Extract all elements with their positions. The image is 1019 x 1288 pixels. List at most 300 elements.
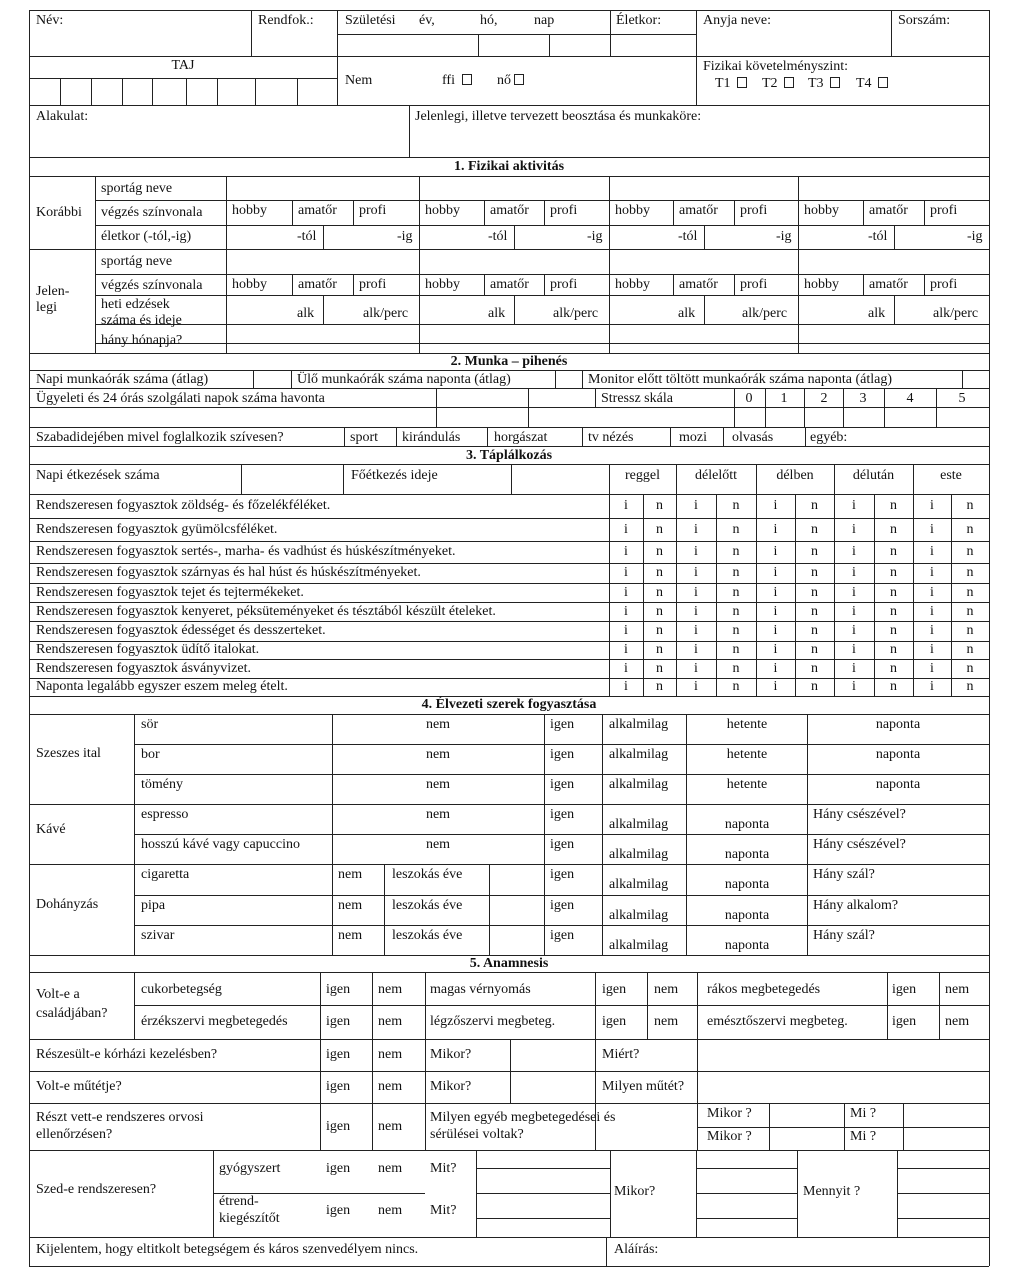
nutrition-no-option[interactable]: n: [732, 623, 740, 638]
nutrition-no-option[interactable]: n: [811, 498, 818, 513]
nutrition-no-option[interactable]: n: [656, 623, 663, 638]
option-no-3: nem: [425, 777, 451, 792]
grid-line: [643, 678, 644, 696]
to-label-3: -ig: [776, 229, 792, 244]
nutrition-yes-option[interactable]: i: [624, 544, 628, 559]
nutrition-yes-option[interactable]: i: [773, 623, 778, 638]
nutrition-yes-option[interactable]: i: [930, 660, 934, 676]
grid-line: [213, 1150, 214, 1237]
option-yes: igen: [550, 717, 575, 732]
grid-line: [582, 427, 583, 446]
weekly-sessions-label: heti edzések: [101, 297, 170, 312]
nutrition-yes-option[interactable]: i: [773, 679, 778, 694]
nutrition-yes-option[interactable]: i: [773, 544, 778, 559]
option-yes-16: igen: [326, 1079, 351, 1094]
option-yes-5: igen: [550, 837, 575, 852]
grid-line: [343, 464, 344, 494]
nutrition-no-option[interactable]: n: [656, 521, 663, 537]
nutrition-no-option[interactable]: n: [656, 660, 663, 676]
sitting-hours-field[interactable]: [557, 372, 580, 386]
grid-line: [29, 1071, 989, 1072]
times-per-min-label-1: alk/perc: [363, 306, 409, 321]
main-meal-label: Főétkezés ideje: [351, 468, 438, 483]
grid-line: [696, 10, 697, 105]
grid-line: [514, 225, 515, 249]
nutrition-yes-option[interactable]: i: [694, 603, 698, 619]
quantity-question-label: Hány csészével?: [813, 807, 906, 822]
gender-male-label: ffi: [442, 73, 455, 88]
hobby-option-3[interactable]: horgászat: [494, 430, 548, 445]
option-yes-2: igen: [550, 747, 575, 762]
rank-label: Rendfok.:: [258, 13, 314, 28]
grid-line: [716, 494, 717, 518]
nutrition-no-option[interactable]: n: [966, 498, 974, 513]
drug-label: gyógyszert: [219, 1161, 281, 1176]
nutrition-no-option[interactable]: n: [890, 679, 897, 694]
monitor-hours-field[interactable]: [964, 372, 987, 386]
birth-year-field[interactable]: [339, 36, 475, 54]
nutrition-yes-option[interactable]: i: [930, 521, 934, 537]
daily-hours-field[interactable]: [255, 372, 289, 386]
quantity-field-2[interactable]: [813, 854, 985, 862]
grid-line: [29, 1266, 989, 1267]
grid-line: [807, 714, 808, 955]
medication-amount-label: Mennyit ?: [803, 1184, 861, 1199]
grid-line: [643, 659, 644, 678]
nutrition-yes-option[interactable]: i: [624, 679, 628, 694]
other-what-field[interactable]: [905, 1105, 985, 1125]
nutrition-yes-option[interactable]: i: [773, 584, 778, 600]
grid-line: [734, 274, 735, 295]
option-daily-3: naponta: [875, 777, 921, 792]
nutrition-no-option[interactable]: n: [656, 679, 663, 694]
duty-days-label: Ügyeleti és 24 órás szolgálati napok száma havonta: [36, 391, 325, 406]
current-label: Jelen-: [36, 284, 70, 299]
stress-scale-2[interactable]: 2: [820, 391, 828, 406]
nutrition-yes-option[interactable]: i: [624, 521, 628, 537]
grid-line: [643, 541, 644, 563]
grid-line: [697, 972, 698, 1039]
other-when-field[interactable]: [771, 1105, 842, 1125]
grid-line: [874, 659, 875, 678]
grid-line: [291, 370, 292, 388]
nutrition-no-option[interactable]: n: [811, 642, 818, 657]
grid-line: [797, 1150, 798, 1237]
nutrition-row-label-8: Rendszeresen fogyasztok üdítő italokat.: [36, 642, 260, 657]
fitness-level-2-checkbox[interactable]: [784, 77, 794, 88]
nutrition-no-option[interactable]: n: [811, 679, 818, 694]
grid-line: [95, 225, 989, 226]
months-field-4[interactable]: [800, 326, 987, 342]
nutrition-no-option[interactable]: n: [811, 623, 818, 638]
sport-name-prev-field-3[interactable]: [611, 178, 796, 198]
medication-what-field[interactable]: [478, 1152, 608, 1235]
grid-line: [716, 563, 717, 583]
grid-line: [643, 518, 644, 541]
from-label-3: -tól: [678, 229, 698, 244]
nutrition-no-option[interactable]: n: [656, 642, 663, 657]
mother-name-field[interactable]: [699, 32, 887, 54]
nutrition-no-option[interactable]: n: [890, 498, 897, 513]
hobby-option-7[interactable]: egyéb:: [810, 430, 848, 445]
daily-hours-label: Napi munkaórák száma (átlag): [36, 372, 209, 387]
nutrition-yes-option[interactable]: i: [930, 623, 934, 638]
nutrition-no-option[interactable]: n: [890, 623, 897, 638]
nutrition-no-option[interactable]: n: [966, 565, 974, 580]
nutrition-yes-option[interactable]: i: [930, 603, 934, 619]
stress-scale-0[interactable]: 0: [745, 391, 753, 406]
grid-line: [609, 464, 610, 494]
gender-female-checkbox[interactable]: [514, 74, 524, 85]
nutrition-no-option[interactable]: n: [732, 544, 740, 559]
nutrition-no-option[interactable]: n: [656, 584, 663, 600]
sport-name-cur-field-4[interactable]: [800, 251, 987, 272]
months-field-3[interactable]: [611, 326, 796, 342]
grid-line: [765, 388, 766, 427]
fitness-level-1-checkbox[interactable]: [737, 77, 747, 88]
grid-line: [396, 427, 397, 446]
grid-line: [769, 1103, 770, 1150]
quantity-field-3[interactable]: [813, 884, 985, 892]
nutrition-yes-option[interactable]: i: [852, 521, 856, 537]
times-per-min-label-2: alk/perc: [553, 306, 599, 321]
hobby-option-6[interactable]: olvasás: [732, 430, 774, 445]
grid-line: [528, 388, 529, 427]
stress-scale-3[interactable]: 3: [859, 391, 867, 406]
surgery-type-field[interactable]: [699, 1073, 985, 1101]
meal-time-2: délelőtt: [695, 468, 737, 483]
nutrition-no-option[interactable]: n: [732, 498, 740, 513]
times-per-min-label-3: alk/perc: [742, 306, 788, 321]
nutrition-no-option[interactable]: n: [966, 642, 974, 657]
nutrition-yes-option[interactable]: i: [930, 565, 934, 580]
grid-line: [874, 518, 875, 541]
nutrition-yes-option[interactable]: i: [624, 603, 628, 619]
nutrition-no-option[interactable]: n: [732, 660, 740, 676]
nutrition-yes-option[interactable]: i: [930, 584, 934, 600]
nutrition-no-option[interactable]: n: [656, 603, 663, 619]
grid-line: [795, 494, 796, 518]
medication-when-field[interactable]: [698, 1152, 795, 1235]
meals-count-field[interactable]: [243, 466, 341, 492]
nutrition-yes-option[interactable]: i: [930, 642, 934, 657]
option-yes-13: igen: [602, 1014, 627, 1029]
stress-scale-4[interactable]: 4: [906, 391, 914, 406]
gender-male-checkbox[interactable]: [462, 74, 472, 85]
taj-number-field[interactable]: [32, 80, 330, 103]
option-yes-9: igen: [326, 982, 351, 997]
nutrition-yes-option[interactable]: i: [773, 498, 778, 513]
grid-line: [29, 446, 989, 447]
nutrition-no-option[interactable]: n: [811, 565, 818, 580]
nutrition-yes-option[interactable]: i: [694, 623, 698, 638]
grid-line: [951, 563, 952, 583]
other-when-field-2[interactable]: [771, 1129, 842, 1148]
quit-year-field[interactable]: [491, 866, 541, 892]
grid-line: [795, 563, 796, 583]
grid-line: [134, 925, 989, 926]
level-amateur-prev-1: amatőr: [298, 203, 337, 218]
nutrition-no-option[interactable]: n: [966, 660, 974, 676]
section4-title: 4. Élvezeti szerek fogyasztása: [421, 697, 597, 712]
position-field[interactable]: [415, 128, 985, 155]
option-yes-15: igen: [326, 1047, 351, 1062]
option-no-11: nem: [945, 982, 970, 997]
stress-scale-1[interactable]: 1: [780, 391, 788, 406]
level-hobby-prev-4: hobby: [804, 203, 839, 218]
nutrition-yes-option[interactable]: i: [624, 660, 628, 676]
birth-day-label: nap: [534, 13, 555, 28]
weekly-sessions-label-2: száma és ideje: [101, 313, 182, 328]
unit-field[interactable]: [99, 120, 405, 155]
grid-line: [610, 1150, 611, 1237]
nutrition-no-option[interactable]: n: [890, 660, 897, 676]
duty-days-field[interactable]: [438, 390, 526, 425]
nutrition-no-option[interactable]: n: [732, 584, 740, 600]
nutrition-no-option[interactable]: n: [732, 565, 740, 580]
grid-line: [686, 714, 687, 955]
nutrition-yes-option[interactable]: i: [773, 565, 778, 580]
grid-line: [29, 1150, 989, 1151]
nutrition-yes-option[interactable]: i: [694, 642, 698, 657]
option-no-5: nem: [425, 837, 451, 852]
nutrition-no-option[interactable]: n: [732, 521, 740, 537]
fitness-level-4-checkbox[interactable]: [878, 77, 888, 88]
months-field-1[interactable]: [228, 326, 417, 342]
nutrition-no-option[interactable]: n: [732, 642, 740, 657]
taj-label: TAJ: [171, 58, 195, 73]
age-label: Életkor:: [616, 13, 662, 28]
sport-name-cur-field-2[interactable]: [421, 251, 607, 272]
nutrition-no-option[interactable]: n: [811, 660, 818, 676]
quit-year-field-2[interactable]: [491, 897, 541, 923]
nutrition-yes-option[interactable]: i: [694, 498, 698, 513]
level-amateur-cur-3: amatőr: [679, 277, 718, 292]
nutrition-yes-option[interactable]: i: [694, 565, 698, 580]
nutrition-yes-option[interactable]: i: [852, 623, 856, 638]
fitness-level-3-label: T3: [808, 76, 824, 91]
sport-name-prev-field-2[interactable]: [421, 178, 607, 198]
sport-name-prev-field-1[interactable]: [228, 178, 417, 198]
stress-scale-5[interactable]: 5: [958, 391, 966, 406]
fitness-level-3-checkbox[interactable]: [830, 77, 840, 88]
birth-month-field[interactable]: [480, 36, 546, 54]
coffee-label: Kávé: [36, 822, 66, 837]
option-occasionally-5: alkalmilag: [609, 847, 669, 862]
nutrition-no-option[interactable]: n: [656, 565, 663, 580]
supplement-label-2: kiegészítőt: [219, 1211, 280, 1226]
grid-line: [697, 1103, 698, 1150]
grid-line: [884, 388, 885, 427]
level-amateur-prev-3: amatőr: [679, 203, 718, 218]
times-label-1: alk: [297, 306, 315, 321]
nutrition-no-option[interactable]: n: [811, 544, 818, 559]
other-what-field-2[interactable]: [905, 1129, 985, 1148]
nutrition-no-option[interactable]: n: [811, 584, 818, 600]
grid-line: [874, 641, 875, 659]
nutrition-no-option[interactable]: n: [732, 603, 740, 619]
birth-day-field[interactable]: [551, 36, 608, 54]
nutrition-no-option[interactable]: n: [656, 544, 663, 559]
times-label-4: alk: [868, 306, 886, 321]
grid-line: [897, 1150, 898, 1237]
hospital-why-field[interactable]: [699, 1041, 985, 1069]
name-field[interactable]: [89, 12, 247, 54]
meal-time-4: délután: [852, 468, 895, 483]
grid-line: [226, 176, 227, 353]
sensory-disease-label: érzékszervi megbetegedés: [141, 1014, 288, 1029]
to-label-4: -ig: [967, 229, 983, 244]
nutrition-yes-option[interactable]: i: [852, 660, 856, 676]
option-daily-4: naponta: [724, 817, 770, 832]
grid-line: [887, 972, 888, 1039]
hospital-when-field[interactable]: [512, 1041, 593, 1069]
grid-line: [134, 744, 989, 745]
nutrition-no-option[interactable]: n: [890, 544, 897, 559]
option-yes-11: igen: [892, 982, 917, 997]
name-label: Név:: [36, 13, 64, 28]
diabetes-label: cukorbetegség: [141, 982, 222, 997]
grid-line: [697, 1039, 698, 1103]
grid-line: [795, 583, 796, 602]
nutrition-yes-option[interactable]: i: [852, 642, 856, 657]
nutrition-no-option[interactable]: n: [890, 603, 897, 619]
nutrition-no-option[interactable]: n: [656, 498, 663, 513]
nutrition-yes-option[interactable]: i: [694, 584, 698, 600]
grid-line: [29, 249, 989, 250]
grid-line: [134, 895, 989, 896]
supplement-label: étrend-: [219, 1194, 259, 1209]
nutrition-yes-option[interactable]: i: [624, 498, 628, 513]
section5-title: 5. Anamnesis: [469, 956, 549, 971]
what-label-2: Mit?: [430, 1203, 457, 1218]
grid-line: [419, 176, 420, 353]
quantity-field-4[interactable]: [813, 915, 985, 923]
sport-name-cur-field-1[interactable]: [228, 251, 417, 272]
grid-line: [643, 621, 644, 641]
grid-line: [843, 388, 844, 427]
grid-line: [913, 464, 914, 696]
nutrition-yes-option[interactable]: i: [694, 544, 698, 559]
option-daily: naponta: [875, 717, 921, 732]
nutrition-row-label-10: Naponta legalább egyszer eszem meleg ételt.: [36, 679, 288, 694]
nutrition-yes-option[interactable]: i: [694, 660, 698, 676]
nutrition-yes-option[interactable]: i: [852, 679, 856, 694]
nutrition-yes-option[interactable]: i: [624, 565, 628, 580]
signature-field[interactable]: [679, 1239, 985, 1264]
grid-line: [610, 10, 611, 56]
grid-line: [643, 563, 644, 583]
nutrition-no-option[interactable]: n: [966, 679, 974, 694]
nutrition-yes-option[interactable]: i: [624, 623, 628, 638]
nutrition-yes-option[interactable]: i: [694, 679, 698, 694]
surgery-when-field[interactable]: [512, 1073, 593, 1101]
nutrition-yes-option[interactable]: i: [852, 603, 856, 619]
quit-year-field-3[interactable]: [491, 927, 541, 953]
quantity-field-5[interactable]: [813, 945, 985, 953]
nutrition-row-label-4: Rendszeresen fogyasztok szárnyas és hal húst és húskészítményeket.: [36, 565, 421, 580]
nutrition-no-option[interactable]: n: [966, 521, 974, 537]
nutrition-yes-option[interactable]: i: [852, 544, 856, 559]
grid-line: [989, 464, 990, 696]
nutrition-no-option[interactable]: n: [966, 603, 974, 619]
grid-line: [643, 602, 644, 621]
nutrition-yes-option[interactable]: i: [624, 584, 628, 600]
nutrition-no-option[interactable]: n: [966, 584, 974, 600]
nutrition-yes-option[interactable]: i: [694, 521, 698, 537]
age-field[interactable]: [613, 32, 693, 54]
sport-name-prev-field-4[interactable]: [800, 178, 987, 198]
to-label-2: -ig: [587, 229, 603, 244]
fitness-level-1-label: T1: [715, 76, 731, 91]
nutrition-yes-option[interactable]: i: [773, 603, 778, 619]
nutrition-row-label-9: Rendszeresen fogyasztok ásványvizet.: [36, 660, 251, 676]
nutrition-yes-option[interactable]: i: [930, 679, 934, 694]
nutrition-no-option[interactable]: n: [966, 623, 974, 638]
grid-line: [29, 1103, 989, 1104]
nutrition-yes-option[interactable]: i: [930, 544, 934, 559]
hobby-option-1[interactable]: sport: [350, 430, 378, 445]
grid-line: [95, 295, 989, 296]
grid-line: [716, 678, 717, 696]
grid-line: [409, 105, 410, 157]
main-meal-field[interactable]: [513, 466, 607, 492]
months-field-2[interactable]: [421, 326, 607, 342]
signature-label: Aláírás:: [614, 1242, 659, 1257]
meal-time-5: este: [940, 468, 962, 483]
nutrition-no-option[interactable]: n: [890, 565, 897, 580]
sport-name-cur-field-3[interactable]: [611, 251, 796, 272]
nutrition-no-option[interactable]: n: [890, 584, 897, 600]
hobby-option-4[interactable]: tv nézés: [588, 430, 634, 445]
grid-line: [924, 274, 925, 295]
pipe-label: pipa: [141, 898, 166, 913]
nutrition-no-option[interactable]: n: [890, 521, 897, 537]
from-label-4: -tól: [868, 229, 888, 244]
declaration-text: Kijelentem, hogy eltitkolt betegségem és káros szenvedélyem nincs.: [36, 1242, 419, 1257]
nutrition-no-option[interactable]: n: [811, 521, 818, 537]
nutrition-no-option[interactable]: n: [890, 642, 897, 657]
grid-line: [29, 464, 989, 465]
nutrition-no-option[interactable]: n: [966, 544, 974, 559]
quit-year-label-3: leszokás éve: [392, 928, 463, 943]
level-pro-cur-2: profi: [550, 277, 578, 292]
nutrition-no-option[interactable]: n: [732, 679, 740, 694]
level-label: végzés színvonala: [101, 205, 203, 220]
meal-time-1: reggel: [625, 468, 660, 483]
nutrition-no-option[interactable]: n: [811, 603, 818, 619]
nutrition-yes-option[interactable]: i: [852, 498, 856, 513]
level-amateur-prev-2: amatőr: [490, 203, 529, 218]
other-what-label-2: Mi ?: [850, 1129, 877, 1144]
nutrition-row-label: Rendszeresen fogyasztok zöldség- és főzelékféléket.: [36, 498, 331, 513]
nutrition-yes-option[interactable]: i: [773, 642, 778, 657]
nutrition-yes-option[interactable]: i: [852, 584, 856, 600]
nutrition-yes-option[interactable]: i: [930, 498, 934, 513]
quantity-field[interactable]: [813, 824, 985, 832]
hobby-option-5[interactable]: mozi: [679, 430, 707, 445]
rank-field[interactable]: [255, 32, 335, 54]
hobby-option-2[interactable]: kirándulás: [402, 430, 461, 445]
nutrition-yes-option[interactable]: i: [773, 521, 778, 537]
nutrition-yes-option[interactable]: i: [624, 642, 628, 657]
nutrition-row-label-5: Rendszeresen fogyasztok tejet és tejtermékeket.: [36, 584, 304, 600]
medication-amount-field[interactable]: [899, 1152, 985, 1235]
nutrition-yes-option[interactable]: i: [852, 565, 856, 580]
medication-when-label: Mikor?: [614, 1184, 656, 1199]
serial-number-field[interactable]: [895, 32, 987, 54]
nutrition-yes-option[interactable]: i: [773, 660, 778, 676]
